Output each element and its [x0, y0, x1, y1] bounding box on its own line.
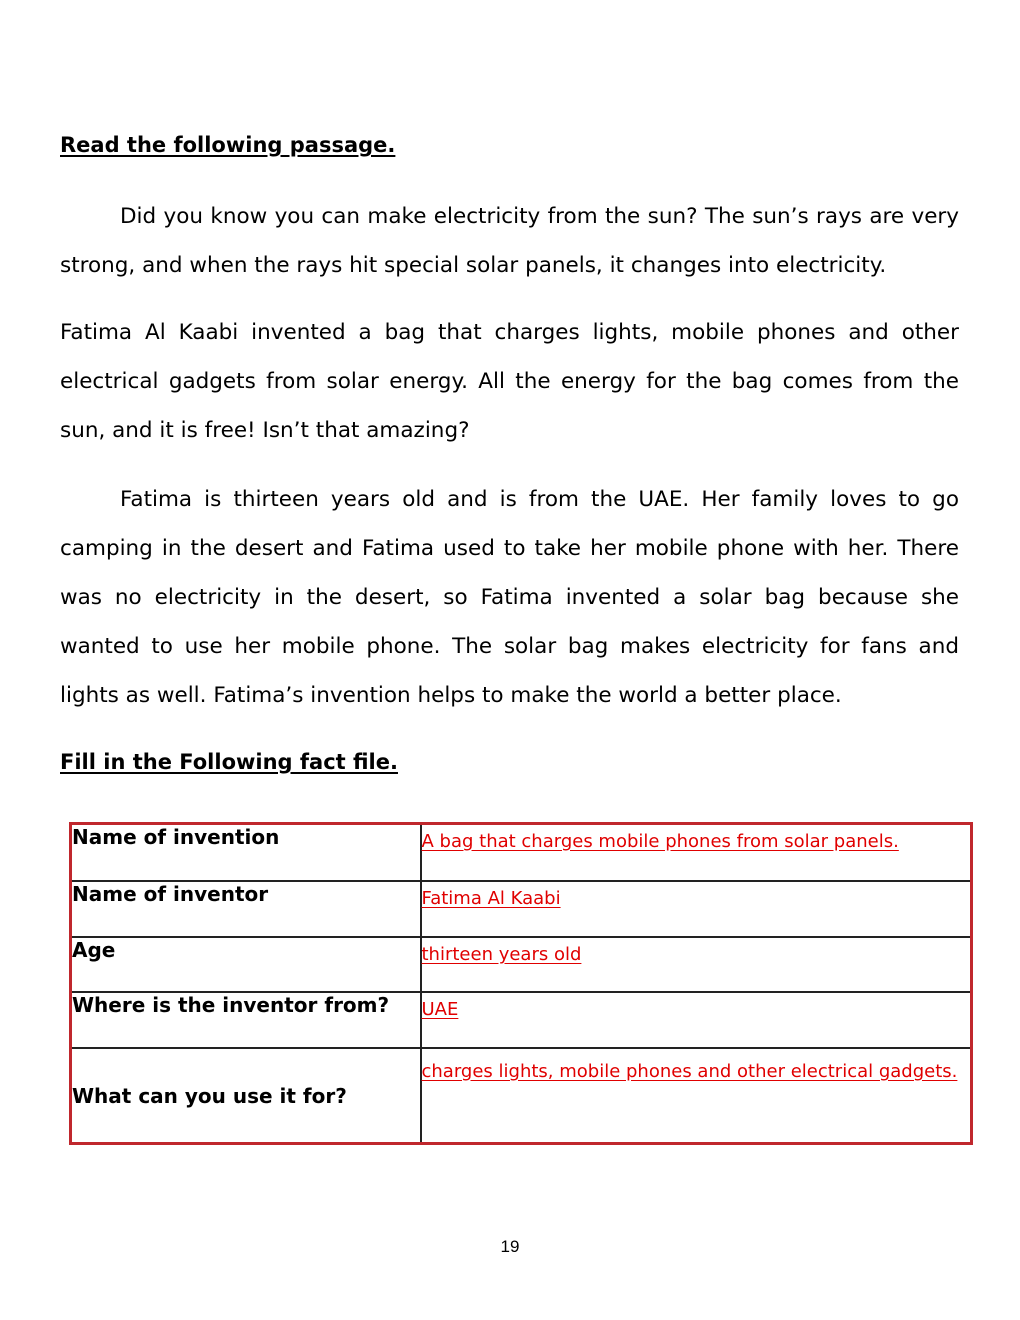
fact-answer: charges lights, mobile phones and other electrical gadgets.: [421, 1048, 972, 1144]
fact-label: Age: [71, 937, 421, 992]
fact-answer: Fatima Al Kaabi: [421, 881, 972, 937]
fact-label: Name of inventor: [71, 881, 421, 937]
fact-file-table: [69, 822, 973, 1145]
fact-file-heading: Fill in the Following fact file.: [60, 750, 398, 774]
passage-heading: Read the following passage.: [60, 133, 396, 157]
fact-label: Where is the inventor from?: [71, 992, 421, 1048]
passage-paragraph-1: Did you know you can make electricity from the sun? The sun’s rays are very strong, and when the rays hit special solar panels, it changes into electricity.: [60, 204, 959, 278]
fact-row-age: [71, 937, 972, 992]
fact-label: Name of invention: [71, 824, 421, 882]
fact-answer: A bag that charges mobile phones from solar panels.: [421, 824, 972, 882]
page-number: 19: [500, 1237, 520, 1256]
passage-paragraph-2: Fatima Al Kaabi invented a bag that charges lights, mobile phones and other electrical gadgets from solar energy. All the energy for the bag comes from the sun, and it is free! Isn’t that amazing?: [60, 320, 959, 443]
fact-row-inventor: [71, 881, 972, 937]
fact-row-origin: [71, 992, 972, 1048]
fact-answer: UAE: [421, 992, 972, 1048]
fact-row-invention: [71, 824, 972, 882]
fact-label: What can you use it for?: [71, 1048, 421, 1144]
fact-answer: thirteen years old: [421, 937, 972, 992]
passage-paragraph-3: Fatima is thirteen years old and is from the UAE. Her family loves to go camping in the desert and Fatima used to take her mobile phone with her. There was no electricity in the desert, so Fatima invented a solar bag because she wanted to use her mobile phone. The solar bag makes electricity for fans and lights as well. Fatima’s invention helps to make the world a better place.: [60, 487, 959, 708]
fact-row-use: [71, 1048, 972, 1144]
